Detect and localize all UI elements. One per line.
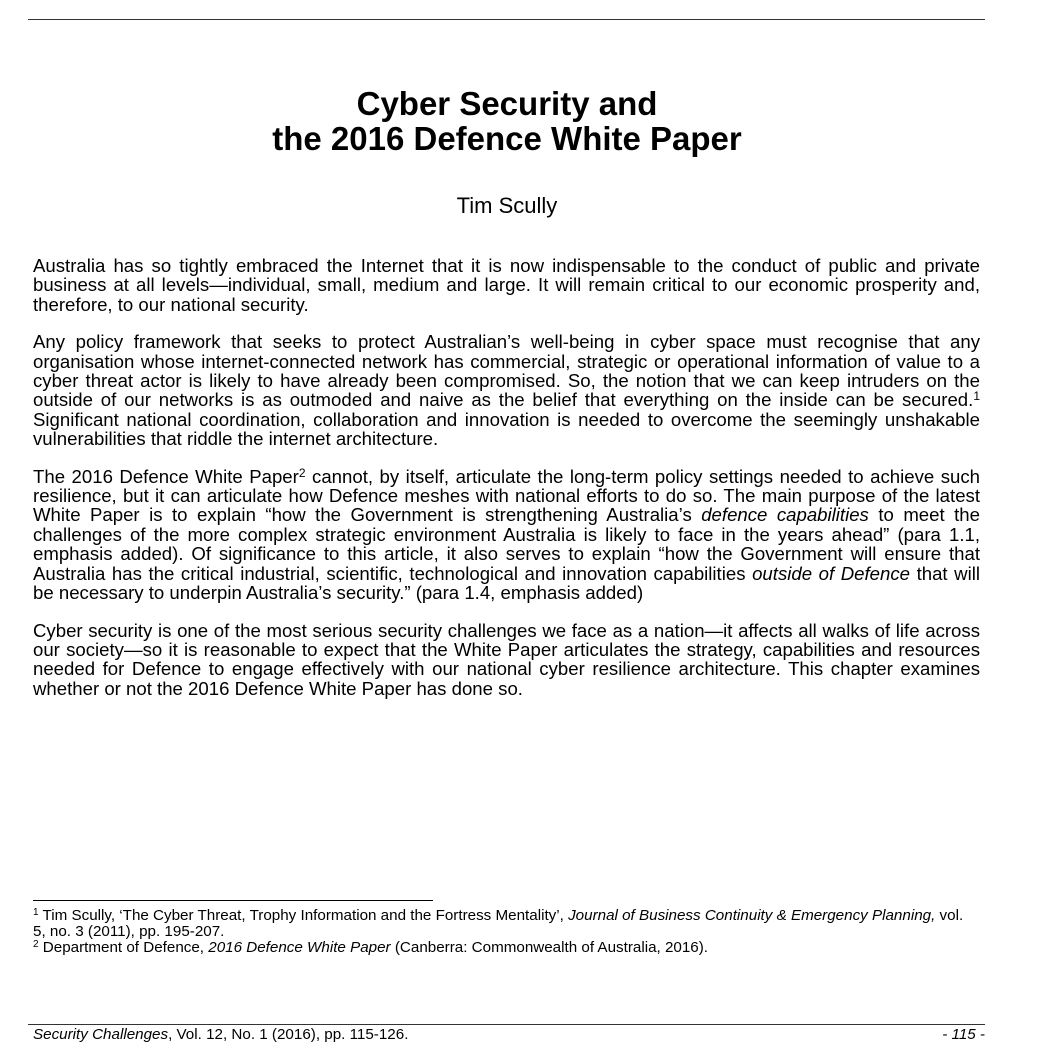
footnote-2-number: 2 [33, 939, 39, 950]
footnote-1-number: 1 [33, 907, 39, 918]
article-title [0, 86, 1014, 156]
footnote-2-title: 2016 Defence White Paper [208, 939, 391, 956]
footnote-2-part-b: (Canberra: Commonwealth of Australia, 2016). [390, 939, 709, 956]
footnote-1-part-a: Tim Scully, ‘The Cyber Threat, Trophy Information and the Fortress Mentality’, [38, 907, 569, 924]
paragraph-3-part-d: that will be necessary to underpin Australia’s security.” (para 1.4, emphasis added) [33, 562, 981, 604]
paragraph-3-part-b: cannot, by itself, articulate the long-term policy settings needed to achieve such resilience, but it can articulate how Defence meshes with national efforts to do so. The main purpose of the latest White Paper is to explain “how the Government is strengthening Australia’s [33, 465, 981, 526]
footnotes [33, 908, 973, 956]
title-line-1: Cyber Security and [356, 85, 658, 122]
footnote-1-part-b: vol. 5, no. 3 (2011), pp. 195-207. [33, 907, 964, 940]
paragraph-3-emphasis-1: defence capabilities [701, 504, 869, 526]
paragraph-3 [33, 467, 980, 603]
footnote-2 [33, 940, 973, 956]
footnote-rule [33, 900, 433, 901]
paragraph-3-part-a: The 2016 Defence White Paper [33, 465, 299, 487]
footnote-ref-2[interactable]: 2 [298, 465, 306, 480]
author-name: Tim Scully [456, 193, 558, 218]
footer-citation [33, 1026, 408, 1044]
footnote-1 [33, 908, 973, 940]
page-number: - 115 - [942, 1026, 985, 1043]
paragraph-1: Australia has so tightly embraced the Internet that it is now indispensable to the conduct of public and private business at all levels—individual, small, medium and large. It will remain critical to our economic prosperity and, therefore, to our national security. [33, 255, 980, 315]
top-rule [28, 19, 985, 20]
paragraph-2-part-b: Significant national coordination, collaboration and innovation is needed to overcome the seemingly unshakable vulnerabilities that riddle the internet architecture. [33, 408, 980, 450]
footnote-2-part-a: Department of Defence, [38, 939, 209, 956]
paragraph-3-emphasis-2: outside of Defence [752, 562, 910, 584]
paragraph-3-part-c: to meet the challenges of the more complex strategic environment Australia is likely to face in the years ahead” (para 1.1, emphasis added). Of significance to this article, it also serves to explain “how the Government will ensure that Australia has the critical industrial, scientific, technological and innovation capabilities [33, 504, 980, 584]
bottom-rule [28, 1024, 985, 1025]
title-line-2: the 2016 Defence White Paper [272, 120, 742, 157]
footer-journal-details: , Vol. 12, No. 1 (2016), pp. 115-126. [168, 1026, 409, 1043]
paragraph-2-part-a: Any policy framework that seeks to protect Australian’s well-being in cyber space must recognise that any organisation whose internet-connected network has commercial, strategic or operational information of value to a cyber threat actor is likely to have already been compromised. So, the notion that we can keep intruders on the outside of our networks is as outmoded and naive as the belief that everything on the inside can be secured. [33, 331, 980, 411]
footnote-ref-1[interactable]: 1 [973, 389, 980, 404]
paragraph-4: Cyber security is one of the most serious security challenges we face as a nation—it affects all walks of life across our society—so it is reasonable to expect that the White Paper articulates the strategy, capabilities and resources needed for Defence to engage effectively with our national cyber resilience architecture. This chapter examines whether or not the 2016 Defence White Paper has done so. [33, 619, 980, 699]
footer-journal-name: Security Challenges [33, 1026, 169, 1043]
footnote-1-journal: Journal of Business Continuity & Emergency Planning, [568, 907, 936, 924]
paragraph-2 [33, 332, 980, 448]
article-body [33, 256, 980, 716]
